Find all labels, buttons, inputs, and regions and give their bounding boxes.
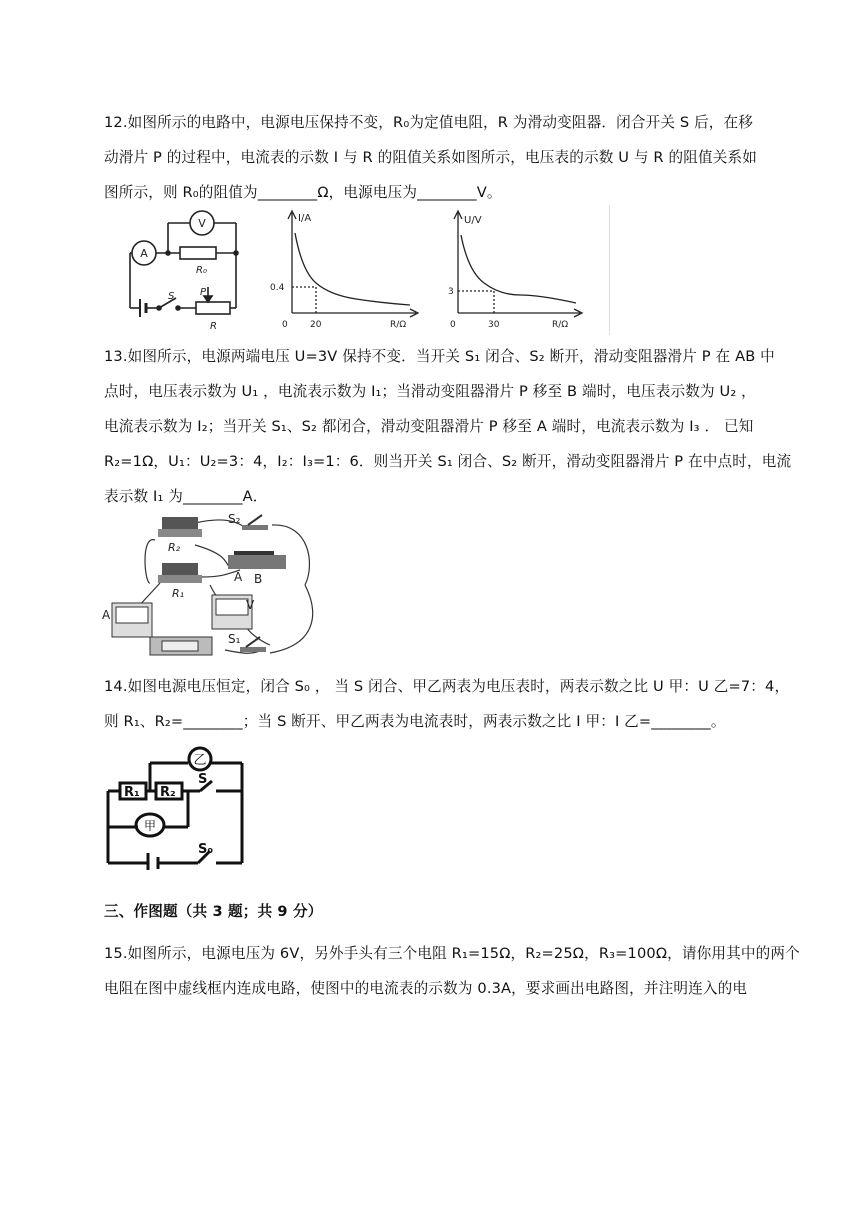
q14-meter-jia-label: 甲: [143, 819, 157, 833]
q13-r2-label: R₂: [168, 541, 181, 554]
q13-line-2: 点时，电压表示数为 U₁ ，电流表示数为 I₁；当滑动变阻器滑片 P 移至 B 端时，电压表示数为 U₂ ，: [104, 383, 756, 400]
q13-line-1: 13.如图所示，电源两端电压 U=3V 保持不变．当开关 S₁ 闭合、S₂ 断开，滑动变阻器滑片 P 在 AB 中: [104, 348, 775, 365]
q14-r1-label: R₁: [124, 785, 140, 800]
graph1-xtick: 20: [310, 320, 322, 330]
q13-a-end-label: A: [234, 570, 243, 584]
q13-voltmeter-label: V: [246, 598, 255, 612]
graph2-origin: 0: [450, 320, 456, 330]
q13-line-5: 表示数 I₁ 为________A．: [104, 488, 268, 505]
q12-graph-current: [268, 205, 428, 335]
q14-line-2: 则 R₁、R₂=________；当 S 断开、甲乙两表为电流表时，两表示数之比 I 甲：I 乙=________。: [104, 713, 726, 730]
q12-line-2: 动滑片 P 的过程中，电流表的示数 I 与 R 的阻值关系如图所示，电压表的示数 U 与 R 的阻值关系如: [104, 149, 757, 166]
q15-line-2: 电阻在图中虚线框内连成电路，使图中的电流表的示数为 0.3A，要求画出电路图，并注明连入的电: [104, 980, 748, 997]
q13-s1-label: S₁: [228, 632, 241, 646]
q14-r2-label: R₂: [160, 785, 176, 800]
q13-rheostat: [228, 555, 286, 569]
q12-ammeter-label: A: [140, 247, 148, 260]
q12-switch-label: S: [168, 291, 175, 302]
q13-line-4: R₂=1Ω，U₁：U₂=3：4，I₂：I₃=1：6．则当开关 S₁ 闭合、S₂ 断开，滑动变阻器滑片 P 在中点时，电流: [104, 453, 792, 470]
q13-s1-switch: [240, 647, 266, 652]
q13-b-end-label: B: [254, 572, 263, 586]
q14-line-1: 14.如图电源电压恒定，闭合 S₀ ， 当 S 闭合、甲乙两表为电压表时，两表示数之比 U 甲：U 乙=7：4，: [104, 678, 790, 695]
q14-meter-yi-label: 乙: [193, 753, 207, 768]
q12-line-3: 图所示，则 R₀的阻值为________Ω，电源电压为________V。: [104, 184, 502, 201]
graph2-ytick: 3: [448, 287, 454, 297]
q14-s-label: S: [198, 772, 208, 787]
q13-r1-label: R₁: [172, 587, 185, 600]
graph2-ylabel: U/V: [464, 215, 482, 226]
q13-s2-label: S₂: [228, 512, 241, 526]
q13-line-3: 电流表示数为 I₂；当开关 S₁、S₂ 都闭合，滑动变阻器滑片 P 移至 A 端时，电流表示数为 I₃ ． 已知: [104, 418, 754, 435]
graph1-xlabel: R/Ω: [390, 320, 407, 330]
q13-circuit-diagram: [100, 505, 325, 665]
q13-ammeter-label: A: [102, 608, 111, 622]
q13-s2-switch: [242, 525, 268, 530]
q12-slider-label: P: [200, 287, 207, 298]
q12-line-1: 12.如图所示的电路中，电源电压保持不变，R₀为定值电阻，R 为滑动变阻器．闭合开关 S 后，在移: [104, 114, 754, 131]
q12-graph-voltage: [440, 205, 610, 335]
section-heading: 三、作图题（共 3 题；共 9 分）: [104, 903, 323, 920]
graph2-xlabel: R/Ω: [552, 320, 569, 330]
q14-circuit-diagram: [100, 745, 250, 870]
graph1-ytick: 0.4: [270, 283, 285, 293]
q15-line-1: 15.如图所示，电源电压为 6V，另外手头有三个电阻 R₁=15Ω，R₂=25Ω，R₃=100Ω，请你用其中的两个: [104, 945, 800, 962]
graph1-ylabel: I/A: [298, 213, 312, 224]
graph2-xtick: 30: [488, 320, 500, 330]
q12-rheostat-label: R: [210, 321, 217, 332]
q12-r0-label: R₀: [196, 265, 207, 276]
q14-s0-label: S₀: [198, 842, 214, 857]
graph1-origin: 0: [282, 320, 288, 330]
q12-voltmeter-label: V: [198, 217, 206, 230]
q12-circuit-diagram: [110, 205, 250, 335]
